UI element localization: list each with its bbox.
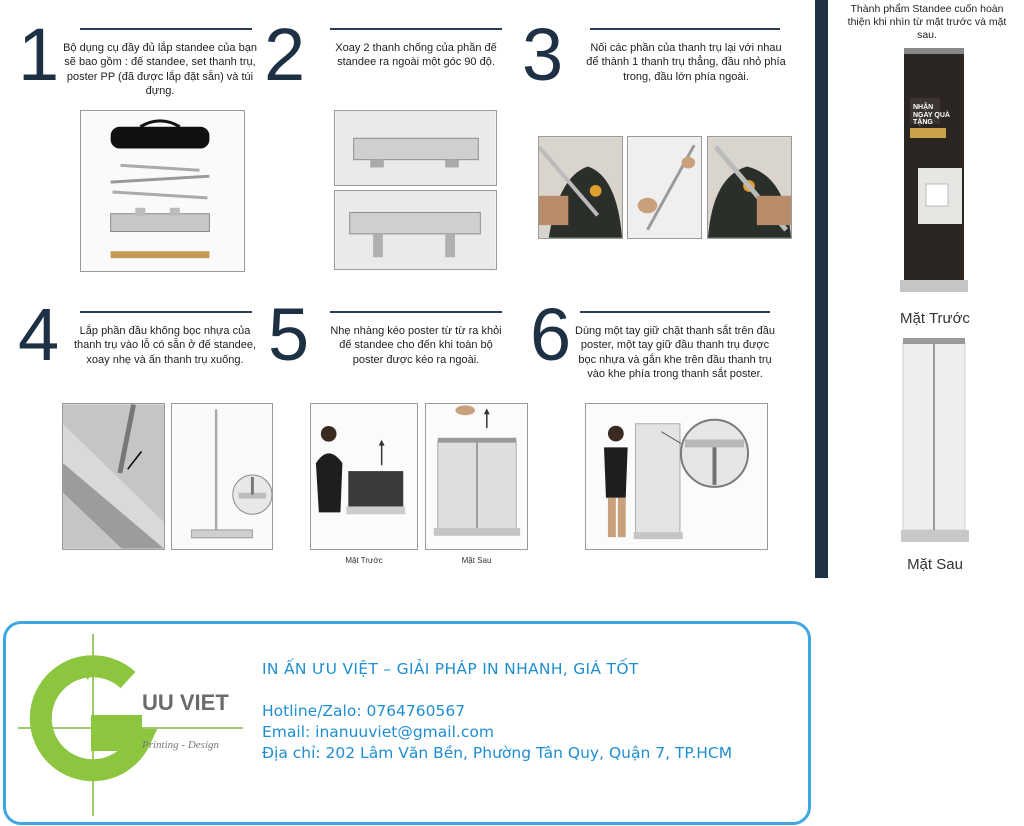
step-5-caption-front: Mặt Trước [345, 556, 383, 565]
step-5-photo-front [310, 403, 418, 550]
step-4-text: Lắp phần đầu không bọc nhựa của thanh trụ vào lỗ có sẵn ở đế standee, xoay nhẹ và ấn thanh trụ xuống. [73, 325, 257, 366]
step-4-number: 4 [18, 293, 60, 376]
step-2-photo-top [334, 110, 497, 186]
step-4-photo-closeup [62, 403, 165, 550]
step-5-text: Nhẹ nhàng kéo poster từ từ ra khỏi đế standee cho đến khi toàn bộ poster được kéo ra ngoài. [330, 325, 502, 366]
company-headline: IN ẤN ƯU VIỆT – GIẢI PHÁP IN NHANH, GIÁ TỐT [262, 660, 639, 678]
logo-tagline: Printing - Design [142, 739, 219, 751]
step-3-photo-2 [627, 136, 702, 239]
step-2-photo-bottom [334, 190, 497, 270]
step-3-rule [590, 28, 780, 30]
standee-back-image [899, 334, 971, 548]
step-5-number: 5 [268, 293, 310, 376]
logo-name: UU VIET [142, 690, 229, 715]
step-1-rule [80, 28, 252, 30]
step-3-number: 3 [522, 13, 564, 96]
divider-bar [815, 0, 828, 578]
contact-details [262, 660, 732, 764]
step-2-rule [330, 28, 502, 30]
hotline-text: Hotline/Zalo: 0764760567 [262, 702, 466, 720]
step-2-number: 2 [264, 13, 306, 96]
contact-box [3, 621, 811, 825]
step-4-photo-full [171, 403, 273, 550]
step-6-number: 6 [530, 293, 572, 376]
step-5-caption-back: Mặt Sau [461, 556, 492, 565]
step-1-text: Bộ dụng cụ đầy đủ lắp standee của bạn sẽ bao gồm : đế standee, set thanh trụ, poster PP (đã được lắp đặt sẵn) và túi đựng. [63, 42, 257, 97]
step-6-photo [585, 403, 768, 550]
step-3-photo-3 [707, 136, 792, 239]
step-6-rule [580, 311, 770, 313]
standee-poster-text: NHẬN NGAY QUÀ TẶNG [913, 104, 950, 127]
standee-front-label: Mặt Trước [900, 310, 970, 327]
step-5-rule [330, 311, 502, 313]
step-3-photo-1 [538, 136, 623, 239]
step-6-text: Dùng một tay giữ chặt thanh sắt trên đầu poster, một tay giữ đầu thanh trụ được bọc nhựa và gắn khe trên đầu thanh trụ vào khe phía trong thanh sắt poster. [575, 325, 775, 380]
standee-front-image [896, 48, 972, 296]
email-text: Email: inanuuviet@gmail.com [262, 723, 494, 741]
standee-back-label: Mặt Sau [907, 556, 963, 573]
step-5-photo-back [425, 403, 528, 550]
step-3-text: Nối các phần của thanh trụ lại với nhau để thành 1 thanh trụ thẳng, đầu nhỏ phía trong, đầu lớn phía ngoài. [586, 42, 786, 83]
uu-viet-logo [18, 630, 248, 820]
sidebar-title: Thành phẩm Standee cuốn hoàn thiện khi nhìn từ mặt trước và mặt sau. [847, 3, 1007, 42]
address-text: Địa chỉ: 202 Lâm Văn Bền, Phường Tân Quy, Quận 7, TP.HCM [262, 744, 733, 762]
step-4-rule [80, 311, 252, 313]
step-1-photo [80, 110, 245, 272]
step-1-number: 1 [18, 13, 60, 96]
step-2-text: Xoay 2 thanh chống của phần đế standee ra ngoài một góc 90 độ. [335, 42, 497, 69]
